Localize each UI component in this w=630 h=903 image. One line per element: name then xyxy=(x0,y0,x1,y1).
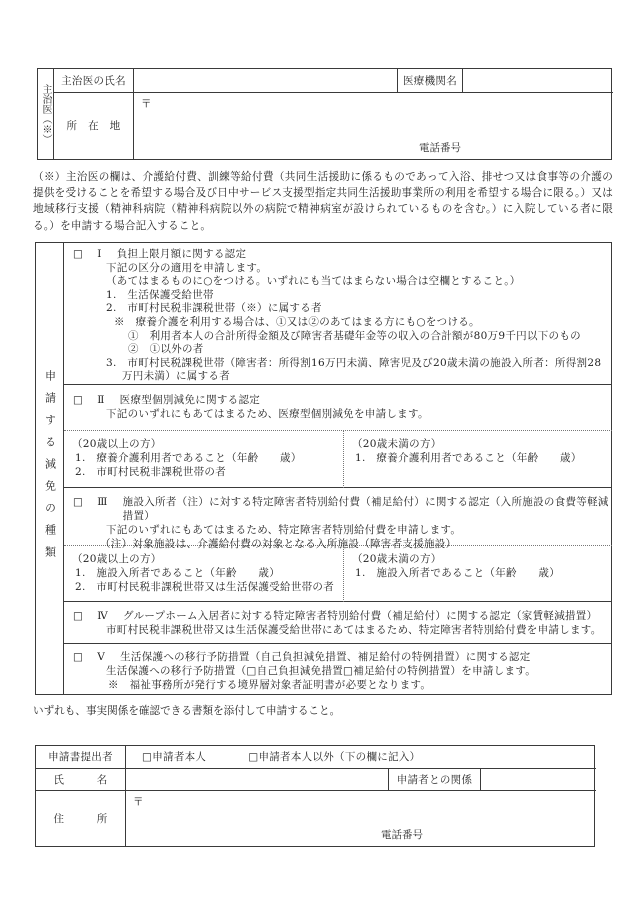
section-1-option-2[interactable]: 2. 市町村民税非課税世帯（※）に属する者 xyxy=(106,302,322,315)
relation-to-applicant-label: 申請者との関係 xyxy=(389,769,481,791)
physician-address-input[interactable] xyxy=(134,93,613,159)
over20-header: （20歳以上の方） xyxy=(72,438,162,450)
submitter-name-label: 氏 名 xyxy=(36,769,126,791)
physician-address-label: 所 在 地 xyxy=(54,93,134,159)
physician-note-text: （※）主治医の欄は、介護給付費、訓練等給付費（共同生活援助に係るものであって入浴、排せつ又は食事等の介護の提供を受けることを希望する場合及び日中サービス支援型指定共同生活援助事業所の利用を希望する場合に限る。）又は地域移行支援（精神科病院（精神科病院以外の病院で精神病室が設けられているものを含む。）に入院している者に限る。）を申請する場合記入すること。 xyxy=(33,171,613,232)
under20-header: （20歳未満の方） xyxy=(352,553,442,565)
section-1-option-1[interactable]: 1. 生活保護受給世帯 xyxy=(106,288,214,301)
section-5-checkbox[interactable]: □ xyxy=(73,651,84,663)
section-5-line xyxy=(64,664,612,678)
section-3-note: （注）対象施設は、介護給付費の対象となる入所施設（障害者支援施設） xyxy=(100,538,457,550)
section-2 xyxy=(64,385,612,488)
section-3-title: 施設入所者（注）に対する特定障害者特別給付費（補足給付）に関する認定（入所施設の食費等軽減措置） xyxy=(122,496,609,522)
submitter-label: 申請書提出者 xyxy=(36,746,126,769)
submitter-table xyxy=(35,745,595,847)
physician-phone-label: 電話番号 xyxy=(419,142,461,154)
postal-mark: 〒 xyxy=(133,796,144,808)
submitter-phone-label: 電話番号 xyxy=(381,829,423,841)
postal-mark: 〒 xyxy=(141,98,152,110)
under20-header: （20歳未満の方） xyxy=(352,438,442,450)
section-2-numeral: Ⅱ xyxy=(97,394,105,406)
self-burden-reduction-checkbox[interactable]: □ xyxy=(246,665,257,677)
over20-condition: 1. 施設入所者であること（年齢 歳） xyxy=(75,567,281,579)
section-5-line-prefix: 生活保護への移行予防措置（ xyxy=(106,665,247,677)
section-1 xyxy=(64,243,612,385)
supplementary-benefit-label: 補足給付の特例措置 xyxy=(353,665,451,677)
under20-condition: 1. 施設入所者であること（年齢 歳） xyxy=(355,567,561,579)
section-1-option-3[interactable]: 3. 市町村民税課税世帯（障害者：所得割16万円未満、障害児及び20歳未満の施設入所者：所得割28万円未満）に属する者 xyxy=(106,356,602,383)
section-1-title: 負担上限月額に関する認定 xyxy=(116,248,247,260)
section-1-sub-option-1[interactable]: ① 利用者本人の合計所得金額及び障害者基礎年金等の収入の合計額が80万9千円以下のもの xyxy=(128,329,581,342)
physician-name-input[interactable] xyxy=(134,69,398,93)
section-3-numeral: Ⅲ xyxy=(97,496,108,508)
section-2-checkbox[interactable]: □ xyxy=(73,394,84,406)
supplementary-benefit-checkbox[interactable]: □ xyxy=(343,665,354,677)
section-2-subtable xyxy=(64,430,612,488)
section-5 xyxy=(64,644,612,696)
section-4-checkbox[interactable]: □ xyxy=(73,610,84,622)
medical-institution-input[interactable] xyxy=(463,69,613,93)
section-2-title: 医療型個別減免に関する認定 xyxy=(119,394,261,406)
section-4-line: 市町村民税非課税世帯又は生活保護受給世帯にあてはまるため、特定障害者特別給付費を申請します。 xyxy=(106,624,602,636)
self-burden-reduction-label: 自己負担減免措置 xyxy=(256,665,344,677)
section-3-under20-column xyxy=(344,546,612,602)
section-3-subtable xyxy=(64,545,612,602)
section-5-line-suffix: ）を申請します。 xyxy=(450,665,537,677)
section-2-over20-column xyxy=(64,431,344,488)
physician-name-label: 主治医の氏名 xyxy=(54,69,134,93)
section-1-checkbox[interactable]: □ xyxy=(73,248,84,260)
section-4 xyxy=(64,602,612,644)
over20-condition: 1. 療養介護利用者であること（年齢 歳） xyxy=(75,452,302,464)
section-1-line: （あてはまるものに○をつける。いずれにも当てはまらない場合は空欄とすること。） xyxy=(106,275,521,288)
medical-institution-label: 医療機関名 xyxy=(398,69,463,93)
section-3 xyxy=(64,488,612,602)
submitter-options xyxy=(126,746,596,769)
section-2-line: 下記のいずれにもあてはまるため、医療型個別減免を申請します。 xyxy=(106,408,429,420)
section-1-line: 下記の区分の適用を申請します。 xyxy=(106,261,268,274)
submitter-name-input[interactable] xyxy=(126,769,389,791)
option-applicant-self-checkbox[interactable]: □申請者本人 xyxy=(142,751,207,763)
over20-condition: 2. 市町村民税非課税世帯又は生活保護受給世帯の者 xyxy=(75,581,335,593)
section-3-checkbox[interactable]: □ xyxy=(73,496,84,508)
relation-to-applicant-input[interactable] xyxy=(481,769,596,791)
option-other-than-applicant-checkbox[interactable]: □申請者本人以外（下の欄に記入） xyxy=(248,751,421,763)
submitter-address-input[interactable] xyxy=(126,791,596,846)
submitter-address-label: 住 所 xyxy=(36,791,126,846)
section-5-numeral: Ⅴ xyxy=(97,651,106,663)
exemption-sections xyxy=(64,243,612,694)
section-4-numeral: Ⅳ xyxy=(97,610,109,622)
section-3-line: 下記のいずれにもあてはまるため、特定障害者特別給付費を申請します。 xyxy=(106,524,462,536)
under20-condition: 1. 療養介護利用者であること（年齢 歳） xyxy=(355,452,582,464)
physician-side-label: 主治医（※） xyxy=(38,69,54,159)
section-4-title: グループホーム入居者に対する特定障害者特別給付費（補足給付）に関する認定（家賃軽減措置） xyxy=(123,610,598,622)
section-3-over20-column xyxy=(64,546,344,602)
attachment-note-text: いずれも、事実関係を確認できる書類を添付して申請すること。 xyxy=(33,705,341,717)
physician-table xyxy=(37,68,612,160)
section-5-title: 生活保護への移行予防措置（自己負担減免措置、補足給付の特例措置）に関する認定 xyxy=(120,651,531,663)
section-1-numeral: Ⅰ xyxy=(97,248,102,260)
over20-condition: 2. 市町村民税非課税世帯の者 xyxy=(75,466,227,478)
section-1-sub-option-2[interactable]: ② ①以外の者 xyxy=(128,343,204,356)
exemption-side-label: 申請する減免の種類 xyxy=(36,243,64,694)
section-1-note: ※ 療養介護を利用する場合は、①又は②のあてはまる方にも○をつける。 xyxy=(114,315,480,328)
section-2-under20-column xyxy=(344,431,612,488)
exemption-type-table xyxy=(35,242,612,695)
over20-header: （20歳以上の方） xyxy=(72,553,162,565)
section-5-note: ※ 福祉事務所が発行する境界層対象者証明書が必要となります。 xyxy=(108,679,432,691)
